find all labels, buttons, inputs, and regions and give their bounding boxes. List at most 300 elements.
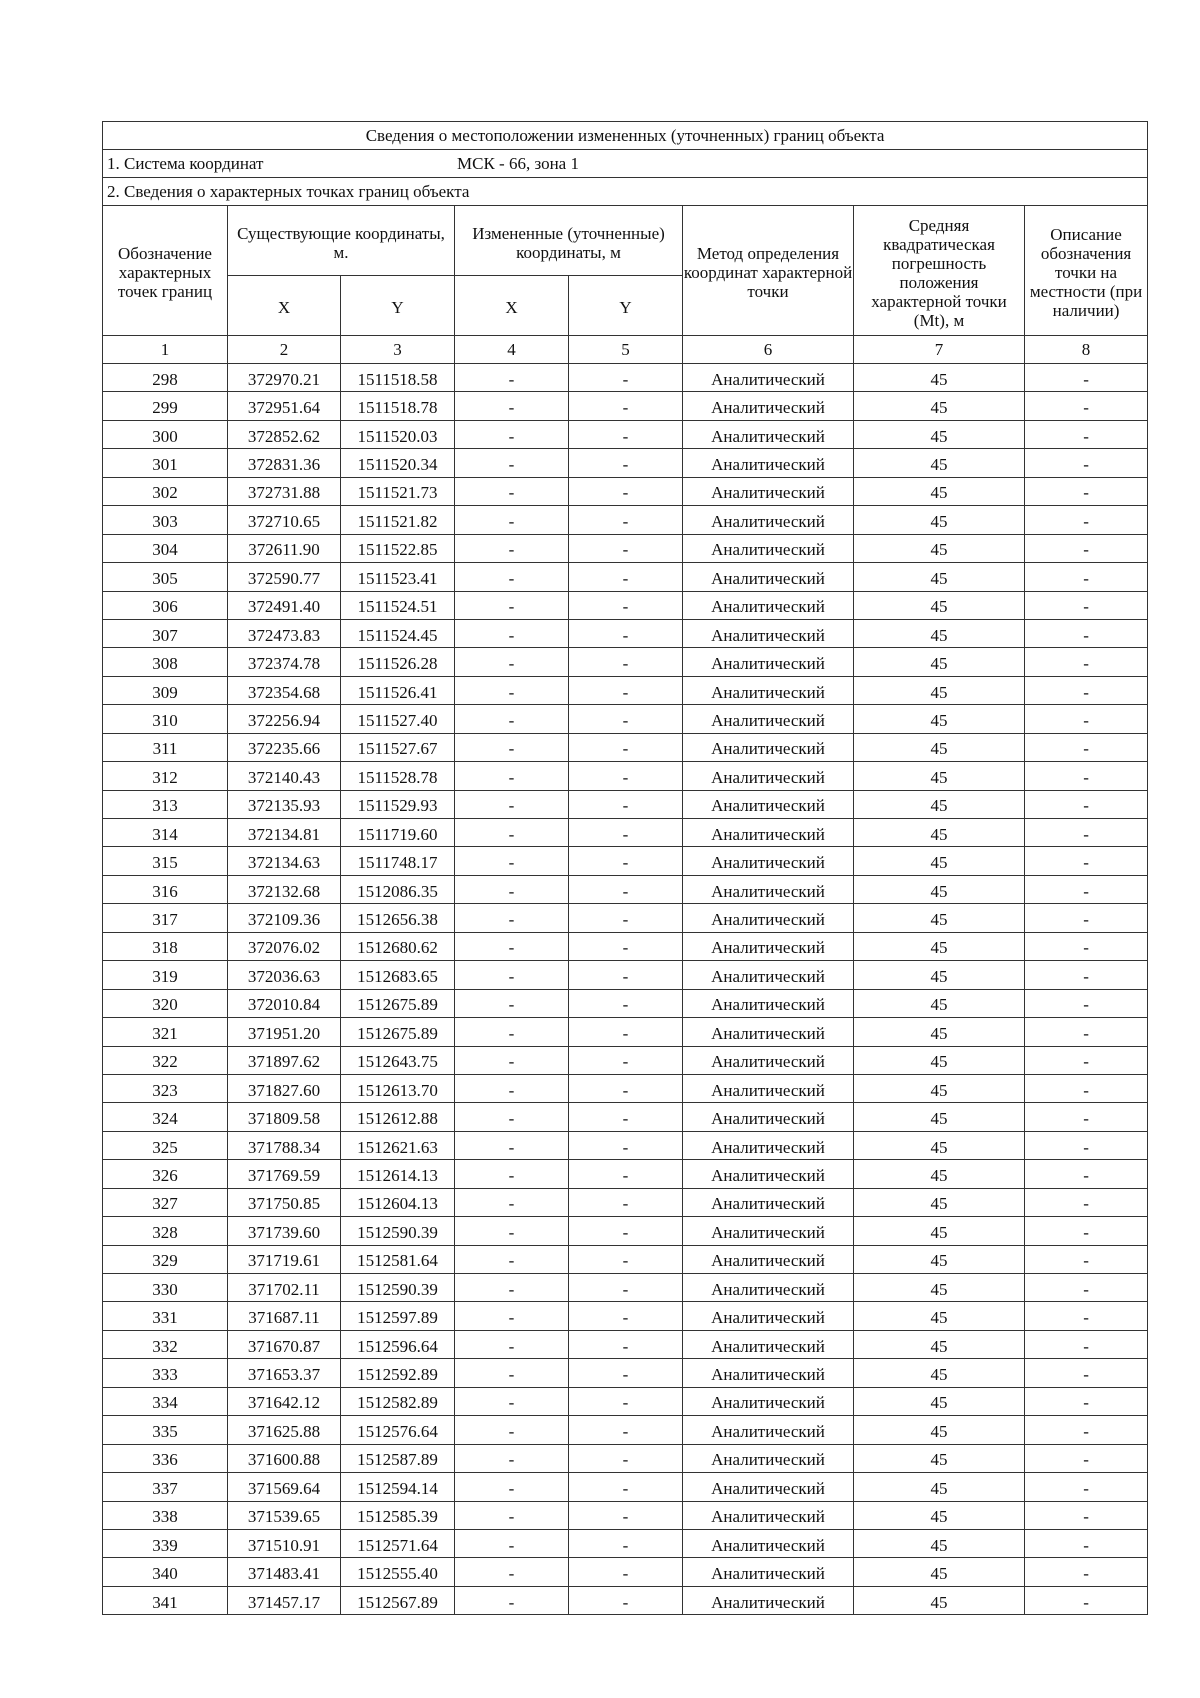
- header-existing-coords: Существующие координаты, м.: [228, 206, 455, 276]
- cell-changed-x: -: [455, 989, 569, 1017]
- cell-point-number: 338: [103, 1501, 228, 1529]
- cell-description: -: [1025, 1558, 1148, 1586]
- coord-system-label: 1. Система координат: [107, 154, 264, 173]
- cell-mean-error: 45: [854, 1387, 1025, 1415]
- cell-changed-x: -: [455, 1330, 569, 1358]
- cell-existing-x: 371642.12: [228, 1387, 341, 1415]
- cell-mean-error: 45: [854, 676, 1025, 704]
- cell-method: Аналитический: [683, 563, 854, 591]
- cell-mean-error: 45: [854, 1529, 1025, 1557]
- cell-mean-error: 45: [854, 1217, 1025, 1245]
- cell-existing-y: 1512567.89: [341, 1586, 455, 1614]
- cell-description: -: [1025, 904, 1148, 932]
- cell-existing-y: 1512675.89: [341, 989, 455, 1017]
- cell-description: -: [1025, 1103, 1148, 1131]
- cell-description: -: [1025, 506, 1148, 534]
- cell-description: -: [1025, 1586, 1148, 1614]
- table-row: [103, 1188, 1148, 1216]
- cell-method: Аналитический: [683, 1586, 854, 1614]
- cell-changed-x: -: [455, 1416, 569, 1444]
- cell-existing-y: 1511520.03: [341, 420, 455, 448]
- table-row: [103, 1330, 1148, 1358]
- cell-changed-y: -: [569, 1302, 683, 1330]
- cell-mean-error: 45: [854, 449, 1025, 477]
- cell-mean-error: 45: [854, 1586, 1025, 1614]
- cell-point-number: 325: [103, 1131, 228, 1159]
- cell-point-number: 333: [103, 1359, 228, 1387]
- cell-changed-y: -: [569, 1103, 683, 1131]
- cell-method: Аналитический: [683, 705, 854, 733]
- cell-existing-y: 1512675.89: [341, 1018, 455, 1046]
- cell-existing-y: 1511527.40: [341, 705, 455, 733]
- header-changed-y: Y: [569, 276, 683, 336]
- column-number: 2: [228, 336, 341, 364]
- cell-point-number: 339: [103, 1529, 228, 1557]
- cell-mean-error: 45: [854, 1330, 1025, 1358]
- cell-point-number: 337: [103, 1473, 228, 1501]
- column-number: 5: [569, 336, 683, 364]
- cell-description: -: [1025, 1160, 1148, 1188]
- cell-mean-error: 45: [854, 477, 1025, 505]
- cell-point-number: 316: [103, 875, 228, 903]
- cell-existing-x: 372010.84: [228, 989, 341, 1017]
- cell-description: -: [1025, 534, 1148, 562]
- cell-changed-x: -: [455, 676, 569, 704]
- cell-method: Аналитический: [683, 1217, 854, 1245]
- cell-point-number: 328: [103, 1217, 228, 1245]
- cell-mean-error: 45: [854, 420, 1025, 448]
- cell-existing-y: 1511528.78: [341, 762, 455, 790]
- cell-existing-x: 371625.88: [228, 1416, 341, 1444]
- cell-mean-error: 45: [854, 875, 1025, 903]
- table-row: [103, 364, 1148, 392]
- cell-changed-x: -: [455, 1018, 569, 1046]
- cell-existing-x: 372036.63: [228, 961, 341, 989]
- cell-method: Аналитический: [683, 676, 854, 704]
- cell-changed-x: -: [455, 1359, 569, 1387]
- cell-existing-x: 371600.88: [228, 1444, 341, 1472]
- cell-changed-y: -: [569, 648, 683, 676]
- cell-description: -: [1025, 676, 1148, 704]
- cell-point-number: 324: [103, 1103, 228, 1131]
- cell-point-number: 340: [103, 1558, 228, 1586]
- table-row: [103, 1444, 1148, 1472]
- cell-changed-x: -: [455, 1046, 569, 1074]
- cell-changed-x: -: [455, 506, 569, 534]
- header-existing-x: X: [228, 276, 341, 336]
- cell-point-number: 326: [103, 1160, 228, 1188]
- cell-method: Аналитический: [683, 1501, 854, 1529]
- table-body: [103, 364, 1148, 1615]
- cell-existing-y: 1512612.88: [341, 1103, 455, 1131]
- cell-changed-x: -: [455, 563, 569, 591]
- cell-point-number: 304: [103, 534, 228, 562]
- cell-existing-y: 1511522.85: [341, 534, 455, 562]
- cell-changed-y: -: [569, 1018, 683, 1046]
- cell-existing-y: 1512621.63: [341, 1131, 455, 1159]
- cell-method: Аналитический: [683, 1131, 854, 1159]
- cell-existing-x: 371897.62: [228, 1046, 341, 1074]
- table-row: [103, 762, 1148, 790]
- cell-existing-y: 1511524.45: [341, 619, 455, 647]
- cell-existing-x: 372611.90: [228, 534, 341, 562]
- cell-method: Аналитический: [683, 989, 854, 1017]
- cell-mean-error: 45: [854, 989, 1025, 1017]
- boundary-points-table: [102, 121, 1148, 1615]
- cell-point-number: 327: [103, 1188, 228, 1216]
- cell-method: Аналитический: [683, 392, 854, 420]
- cell-changed-y: -: [569, 676, 683, 704]
- cell-existing-x: 371510.91: [228, 1529, 341, 1557]
- table-row: [103, 534, 1148, 562]
- cell-changed-y: -: [569, 1245, 683, 1273]
- cell-method: Аналитический: [683, 534, 854, 562]
- cell-mean-error: 45: [854, 1444, 1025, 1472]
- cell-point-number: 336: [103, 1444, 228, 1472]
- cell-mean-error: 45: [854, 1046, 1025, 1074]
- cell-changed-y: -: [569, 819, 683, 847]
- cell-changed-x: -: [455, 762, 569, 790]
- cell-point-number: 303: [103, 506, 228, 534]
- cell-method: Аналитический: [683, 1188, 854, 1216]
- cell-description: -: [1025, 1444, 1148, 1472]
- cell-changed-y: -: [569, 733, 683, 761]
- header-changed-coords: Измененные (уточненные) координаты, м: [455, 206, 683, 276]
- table-row: [103, 1586, 1148, 1614]
- cell-mean-error: 45: [854, 1131, 1025, 1159]
- cell-changed-y: -: [569, 1330, 683, 1358]
- cell-point-number: 334: [103, 1387, 228, 1415]
- cell-changed-x: -: [455, 1160, 569, 1188]
- cell-existing-y: 1511521.73: [341, 477, 455, 505]
- table-row: [103, 705, 1148, 733]
- cell-method: Аналитический: [683, 648, 854, 676]
- cell-description: -: [1025, 477, 1148, 505]
- cell-existing-x: 371788.34: [228, 1131, 341, 1159]
- cell-existing-x: 371702.11: [228, 1274, 341, 1302]
- cell-changed-x: -: [455, 477, 569, 505]
- cell-changed-x: -: [455, 364, 569, 392]
- cell-changed-x: -: [455, 875, 569, 903]
- cell-existing-y: 1511526.28: [341, 648, 455, 676]
- cell-changed-x: -: [455, 534, 569, 562]
- cell-description: -: [1025, 1046, 1148, 1074]
- cell-method: Аналитический: [683, 790, 854, 818]
- table-row: [103, 989, 1148, 1017]
- column-number: 7: [854, 336, 1025, 364]
- cell-point-number: 320: [103, 989, 228, 1017]
- cell-description: -: [1025, 392, 1148, 420]
- cell-method: Аналитический: [683, 1416, 854, 1444]
- cell-point-number: 302: [103, 477, 228, 505]
- table-row: [103, 961, 1148, 989]
- cell-method: Аналитический: [683, 1444, 854, 1472]
- cell-description: -: [1025, 449, 1148, 477]
- cell-point-number: 318: [103, 932, 228, 960]
- cell-point-number: 332: [103, 1330, 228, 1358]
- table-row: [103, 1501, 1148, 1529]
- cell-point-number: 305: [103, 563, 228, 591]
- cell-existing-x: 372831.36: [228, 449, 341, 477]
- cell-changed-y: -: [569, 1529, 683, 1557]
- cell-point-number: 335: [103, 1416, 228, 1444]
- cell-changed-y: -: [569, 534, 683, 562]
- cell-changed-y: -: [569, 1473, 683, 1501]
- table-row: [103, 392, 1148, 420]
- cell-point-number: 315: [103, 847, 228, 875]
- cell-changed-x: -: [455, 1473, 569, 1501]
- table-row: [103, 1387, 1148, 1415]
- cell-existing-y: 1512576.64: [341, 1416, 455, 1444]
- cell-changed-x: -: [455, 790, 569, 818]
- header-method: Метод определения координат характерной точки: [683, 206, 854, 336]
- cell-existing-y: 1511719.60: [341, 819, 455, 847]
- cell-existing-x: 372140.43: [228, 762, 341, 790]
- header-existing-y: Y: [341, 276, 455, 336]
- cell-existing-x: 371739.60: [228, 1217, 341, 1245]
- cell-existing-x: 372970.21: [228, 364, 341, 392]
- cell-existing-y: 1512086.35: [341, 875, 455, 903]
- cell-method: Аналитический: [683, 449, 854, 477]
- cell-changed-y: -: [569, 449, 683, 477]
- table-row: [103, 1103, 1148, 1131]
- cell-changed-y: -: [569, 1444, 683, 1472]
- cell-description: -: [1025, 364, 1148, 392]
- cell-point-number: 317: [103, 904, 228, 932]
- cell-changed-y: -: [569, 1359, 683, 1387]
- cell-changed-x: -: [455, 1529, 569, 1557]
- cell-existing-x: 372590.77: [228, 563, 341, 591]
- cell-existing-x: 371750.85: [228, 1188, 341, 1216]
- table-row: [103, 1074, 1148, 1102]
- table-row: [103, 1529, 1148, 1557]
- table-row: [103, 676, 1148, 704]
- cell-method: Аналитический: [683, 847, 854, 875]
- table-row: [103, 1302, 1148, 1330]
- table-row: [103, 1473, 1148, 1501]
- coord-system-row: [103, 150, 1148, 178]
- cell-existing-y: 1511524.51: [341, 591, 455, 619]
- cell-existing-x: 372951.64: [228, 392, 341, 420]
- column-number: 8: [1025, 336, 1148, 364]
- table-row: [103, 819, 1148, 847]
- cell-description: -: [1025, 1074, 1148, 1102]
- cell-existing-x: 371769.59: [228, 1160, 341, 1188]
- table-row: [103, 449, 1148, 477]
- cell-existing-y: 1511523.41: [341, 563, 455, 591]
- cell-point-number: 311: [103, 733, 228, 761]
- cell-point-number: 322: [103, 1046, 228, 1074]
- cell-description: -: [1025, 961, 1148, 989]
- cell-description: -: [1025, 619, 1148, 647]
- cell-description: -: [1025, 932, 1148, 960]
- cell-changed-y: -: [569, 875, 683, 903]
- table-row: [103, 1274, 1148, 1302]
- table-row: [103, 477, 1148, 505]
- cell-existing-y: 1511527.67: [341, 733, 455, 761]
- cell-description: -: [1025, 1217, 1148, 1245]
- cell-changed-x: -: [455, 932, 569, 960]
- cell-point-number: 313: [103, 790, 228, 818]
- cell-existing-x: 372491.40: [228, 591, 341, 619]
- cell-changed-y: -: [569, 1586, 683, 1614]
- cell-changed-y: -: [569, 506, 683, 534]
- cell-changed-y: -: [569, 1387, 683, 1415]
- cell-changed-y: -: [569, 1131, 683, 1159]
- cell-mean-error: 45: [854, 1359, 1025, 1387]
- cell-existing-y: 1512587.89: [341, 1444, 455, 1472]
- cell-existing-y: 1512643.75: [341, 1046, 455, 1074]
- cell-existing-x: 371483.41: [228, 1558, 341, 1586]
- cell-existing-y: 1511518.58: [341, 364, 455, 392]
- cell-changed-x: -: [455, 1302, 569, 1330]
- cell-existing-x: 372710.65: [228, 506, 341, 534]
- cell-description: -: [1025, 1473, 1148, 1501]
- table-row: [103, 932, 1148, 960]
- cell-point-number: 323: [103, 1074, 228, 1102]
- cell-mean-error: 45: [854, 563, 1025, 591]
- cell-method: Аналитический: [683, 1302, 854, 1330]
- cell-mean-error: 45: [854, 591, 1025, 619]
- table-row: [103, 591, 1148, 619]
- cell-mean-error: 45: [854, 819, 1025, 847]
- cell-existing-y: 1512597.89: [341, 1302, 455, 1330]
- table-row: [103, 875, 1148, 903]
- cell-description: -: [1025, 563, 1148, 591]
- cell-description: -: [1025, 1188, 1148, 1216]
- cell-existing-y: 1512604.13: [341, 1188, 455, 1216]
- cell-existing-x: 372109.36: [228, 904, 341, 932]
- cell-existing-x: 371457.17: [228, 1586, 341, 1614]
- cell-description: -: [1025, 705, 1148, 733]
- cell-point-number: 312: [103, 762, 228, 790]
- cell-method: Аналитический: [683, 1558, 854, 1586]
- cell-mean-error: 45: [854, 790, 1025, 818]
- cell-method: Аналитический: [683, 1529, 854, 1557]
- cell-changed-y: -: [569, 619, 683, 647]
- cell-mean-error: 45: [854, 392, 1025, 420]
- cell-existing-x: 371653.37: [228, 1359, 341, 1387]
- table-row: [103, 619, 1148, 647]
- cell-changed-y: -: [569, 1558, 683, 1586]
- cell-changed-x: -: [455, 1131, 569, 1159]
- cell-method: Аналитический: [683, 1330, 854, 1358]
- cell-mean-error: 45: [854, 705, 1025, 733]
- cell-changed-y: -: [569, 1188, 683, 1216]
- cell-description: -: [1025, 847, 1148, 875]
- cell-mean-error: 45: [854, 1302, 1025, 1330]
- table-row: [103, 904, 1148, 932]
- cell-existing-y: 1512590.39: [341, 1274, 455, 1302]
- cell-description: -: [1025, 1245, 1148, 1273]
- cell-point-number: 329: [103, 1245, 228, 1273]
- cell-description: -: [1025, 591, 1148, 619]
- cell-existing-y: 1512656.38: [341, 904, 455, 932]
- cell-method: Аналитический: [683, 961, 854, 989]
- cell-existing-x: 372354.68: [228, 676, 341, 704]
- cell-changed-x: -: [455, 1217, 569, 1245]
- cell-existing-x: 372374.78: [228, 648, 341, 676]
- cell-changed-x: -: [455, 1387, 569, 1415]
- cell-description: -: [1025, 1018, 1148, 1046]
- cell-existing-y: 1512571.64: [341, 1529, 455, 1557]
- table-row: [103, 1558, 1148, 1586]
- table-title: Сведения о местоположении измененных (уточненных) границ объекта: [103, 122, 1148, 150]
- cell-description: -: [1025, 819, 1148, 847]
- table-row: [103, 1160, 1148, 1188]
- table-row: [103, 1245, 1148, 1273]
- cell-existing-y: 1511518.78: [341, 392, 455, 420]
- cell-existing-x: 372852.62: [228, 420, 341, 448]
- cell-description: -: [1025, 762, 1148, 790]
- cell-existing-x: 371670.87: [228, 1330, 341, 1358]
- cell-point-number: 319: [103, 961, 228, 989]
- cell-method: Аналитический: [683, 619, 854, 647]
- cell-changed-y: -: [569, 1501, 683, 1529]
- cell-mean-error: 45: [854, 1274, 1025, 1302]
- cell-changed-x: -: [455, 1558, 569, 1586]
- column-number: 3: [341, 336, 455, 364]
- cell-point-number: 314: [103, 819, 228, 847]
- cell-existing-x: 372134.63: [228, 847, 341, 875]
- cell-mean-error: 45: [854, 1188, 1025, 1216]
- cell-description: -: [1025, 1302, 1148, 1330]
- cell-method: Аналитический: [683, 591, 854, 619]
- header-point-designation: Обозначение характерных точек границ: [103, 206, 228, 336]
- cell-existing-y: 1512683.65: [341, 961, 455, 989]
- header-error: Средняя квадратическая погрешность положения характерной точки (Mt), м: [854, 206, 1025, 336]
- cell-description: -: [1025, 790, 1148, 818]
- cell-description: -: [1025, 420, 1148, 448]
- cell-existing-y: 1511748.17: [341, 847, 455, 875]
- cell-changed-y: -: [569, 1074, 683, 1102]
- cell-description: -: [1025, 1131, 1148, 1159]
- cell-method: Аналитический: [683, 1387, 854, 1415]
- cell-changed-x: -: [455, 1103, 569, 1131]
- cell-existing-y: 1511520.34: [341, 449, 455, 477]
- cell-existing-y: 1512614.13: [341, 1160, 455, 1188]
- cell-changed-y: -: [569, 961, 683, 989]
- cell-mean-error: 45: [854, 1160, 1025, 1188]
- cell-existing-y: 1512555.40: [341, 1558, 455, 1586]
- cell-changed-x: -: [455, 1245, 569, 1273]
- cell-changed-y: -: [569, 563, 683, 591]
- cell-mean-error: 45: [854, 506, 1025, 534]
- cell-point-number: 306: [103, 591, 228, 619]
- cell-mean-error: 45: [854, 847, 1025, 875]
- section-2-heading: 2. Сведения о характерных точках границ объекта: [103, 178, 1148, 206]
- cell-mean-error: 45: [854, 1245, 1025, 1273]
- column-number: 6: [683, 336, 854, 364]
- cell-description: -: [1025, 1501, 1148, 1529]
- cell-point-number: 299: [103, 392, 228, 420]
- cell-method: Аналитический: [683, 420, 854, 448]
- cell-changed-y: -: [569, 904, 683, 932]
- cell-changed-x: -: [455, 648, 569, 676]
- cell-changed-x: -: [455, 904, 569, 932]
- cell-existing-y: 1512596.64: [341, 1330, 455, 1358]
- cell-point-number: 321: [103, 1018, 228, 1046]
- cell-existing-x: 371951.20: [228, 1018, 341, 1046]
- cell-description: -: [1025, 1529, 1148, 1557]
- header-description: Описание обозначения точки на местности (при наличии): [1025, 206, 1148, 336]
- cell-changed-x: -: [455, 961, 569, 989]
- cell-changed-y: -: [569, 477, 683, 505]
- cell-point-number: 341: [103, 1586, 228, 1614]
- cell-method: Аналитический: [683, 762, 854, 790]
- cell-method: Аналитический: [683, 875, 854, 903]
- cell-changed-x: -: [455, 420, 569, 448]
